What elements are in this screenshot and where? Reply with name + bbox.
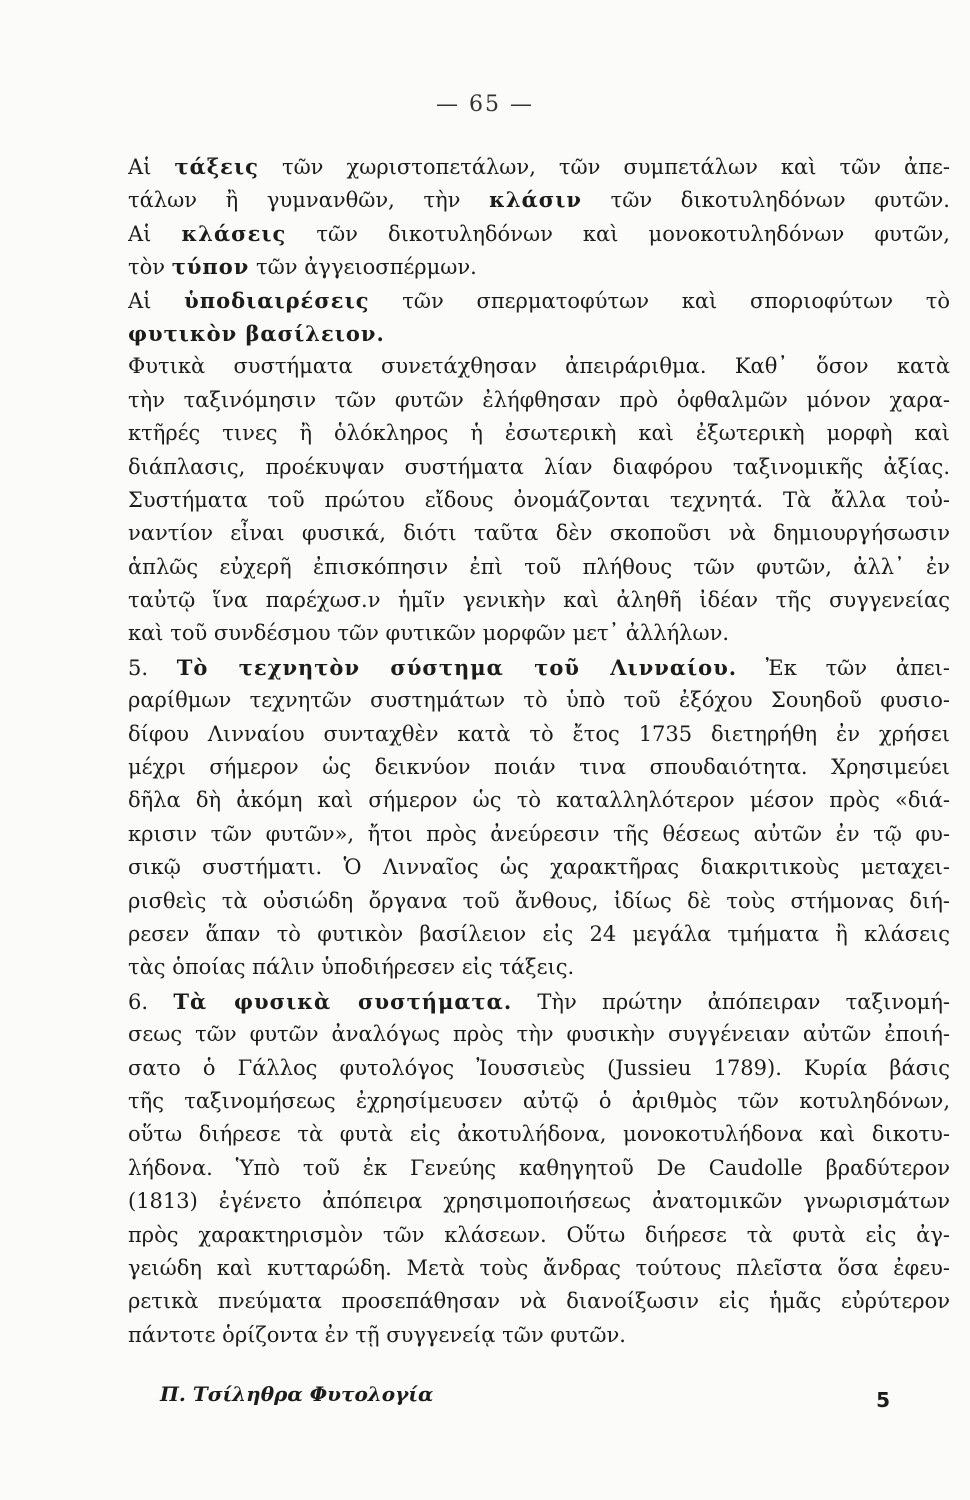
text-line xyxy=(128,818,950,851)
text-line xyxy=(128,384,950,417)
text-span: Αἱ xyxy=(128,221,182,246)
footer-book-title: Π. Τσίληθρα Φυτολογία xyxy=(160,1382,434,1406)
text-span: τῶν δικοτυληδόνων καὶ μονοκοτυληδόνων φυτῶν, xyxy=(286,221,950,246)
text-span: οὕτω διήρεσε τὰ φυτὰ εἰς ἀκοτυλήδονα, μονοκοτυλήδονα καὶ δικοτυ- xyxy=(128,1122,950,1147)
text-line xyxy=(128,217,950,250)
text-line xyxy=(128,1018,950,1051)
text-span: λήδονα. Ὑπὸ τοῦ ἐκ Γενεύης καθηγητοῦ De Caudolle βραδύτερον xyxy=(128,1155,950,1180)
text-span: ρεσεν ἅπαν τὸ φυτικὸν βασίλειον εἰς 24 μεγάλα τμήματα ἢ κλάσεις xyxy=(128,921,950,946)
text-span: ταὐτῷ ἵνα παρέχωσ.ν ἡμῖν γενικὴν καὶ ἀληθῆ ἰδέαν τῆς συγγενείας xyxy=(128,588,950,613)
text-line xyxy=(128,718,950,751)
text-line xyxy=(128,250,950,283)
page-footer xyxy=(160,1382,890,1422)
text-line xyxy=(128,1185,950,1218)
text-span: σεως τῶν φυτῶν ἀναλόγως πρὸς τὴν φυσικὴν συγγένειαν αὐτῶν ἐποιή- xyxy=(128,1022,950,1047)
bold-heading-span: ὑποδιαιρέσεις xyxy=(184,287,370,313)
text-span: καὶ τοῦ συνδέσμου τῶν φυτικῶν μορφῶν μετ᾿ ἀλλήλων. xyxy=(128,621,730,646)
text-line xyxy=(128,1052,950,1085)
page-number: — 65 — xyxy=(436,92,534,117)
text-span: πάντοτε ὁρίζοντα ἐν τῇ συγγενείᾳ τῶν φυτῶν. xyxy=(128,1322,626,1347)
bold-heading-span: τύπον xyxy=(171,254,250,280)
bold-heading-span: φυτικὸν βασίλειον. xyxy=(128,320,385,346)
text-span: Ἐκ τῶν ἀπει- xyxy=(737,655,950,680)
text-span: τῶν δικοτυληδόνων φυτῶν. xyxy=(581,188,950,213)
text-line xyxy=(128,784,950,817)
text-line xyxy=(128,1219,950,1252)
text-line xyxy=(128,284,950,317)
text-line xyxy=(128,951,950,984)
text-line xyxy=(128,1118,950,1151)
text-line xyxy=(128,617,950,650)
text-span: τῶν χωριστοπετάλων, τῶν συμπετάλων καὶ τῶν ἀπε- xyxy=(258,155,950,179)
text-span: 5. xyxy=(128,655,177,680)
text-line xyxy=(128,1152,950,1185)
text-span: τάλων ἢ γυμνανθῶν, τὴν xyxy=(128,188,490,213)
text-span: ρετικὰ πνεύματα προσεπάθησαν νὰ διανοίξωσιν εἰς ἡμᾶς εὐρύτερον xyxy=(128,1289,950,1314)
text-line xyxy=(128,1252,950,1285)
text-line xyxy=(128,517,950,550)
text-line xyxy=(128,985,950,1018)
text-line xyxy=(128,417,950,450)
text-span: ἁπλῶς εὐχερῆ ἐπισκόπησιν ἐπὶ τοῦ πλήθους τῶν φυτῶν, ἀλλ᾿ ἐν xyxy=(128,554,950,579)
bold-heading-span: κλάσεις xyxy=(181,220,287,246)
text-line xyxy=(128,751,950,784)
text-span: κτῆρές τινες ἢ ὁλόκληρος ἡ ἐσωτερικὴ καὶ ἐξωτερικὴ μορφὴ καὶ xyxy=(128,421,950,446)
text-span: τὰς ὁποίας πάλιν ὑποδιήρεσεν εἰς τάξεις. xyxy=(128,955,575,980)
text-line xyxy=(128,551,950,584)
text-span: Αἱ xyxy=(128,155,175,179)
text-span: Αἱ xyxy=(128,288,185,313)
text-span: διάπλασις, προέκυψαν συστήματα λίαν διαφόρου ταξινομικῆς ἀξίας. xyxy=(128,454,950,479)
text-line xyxy=(128,851,950,884)
text-span: 6. xyxy=(128,989,174,1014)
text-span: (1813) ἐγένετο ἀπόπειρα χρησιμοποιήσεως ἀνατομικῶν γνωρισμάτων xyxy=(128,1189,950,1214)
bold-heading-span: τάξεις xyxy=(174,154,259,179)
text-line xyxy=(128,484,950,517)
text-span: Συστήματα τοῦ πρώτου εἴδους ὀνομάζονται τεχνητά. Τὰ ἄλλα τοὐ- xyxy=(128,487,950,512)
text-span: τῶν σπερματοφύτων καὶ σποριοφύτων τὸ xyxy=(369,288,950,313)
text-span: Τὴν πρώτην ἀπόπειραν ταξινομή- xyxy=(512,989,950,1014)
bold-heading-span: Τὰ φυσικὰ συστήματα. xyxy=(173,988,513,1014)
text-span: ρισθεὶς τὰ οὐσιώδη ὄργανα τοῦ ἄνθους, ἰδίως δὲ τοὺς στήμονας διή- xyxy=(128,888,950,913)
text-span: σικῷ συστήματι. Ὁ Λινναῖος ὡς χαρακτῆρας διακριτικοὺς μεταχει- xyxy=(128,855,950,880)
text-span: Φυτικὰ συστήματα συνετάχθησαν ἀπειράριθμα. Καθ᾿ ὅσον κατὰ xyxy=(128,354,950,379)
text-line xyxy=(128,918,950,951)
text-line xyxy=(128,651,950,684)
text-line xyxy=(128,1085,950,1118)
text-line xyxy=(128,684,950,717)
text-line xyxy=(128,150,950,183)
text-line xyxy=(128,350,950,383)
text-line xyxy=(128,885,950,918)
text-span: τῶν ἀγγειοσπέρμων. xyxy=(249,255,477,280)
text-span: τῆς ταξινομήσεως ἐχρησίμευσεν αὐτῷ ὁ ἀριθμὸς τῶν κοτυληδόνων, xyxy=(128,1088,950,1113)
text-span: μέχρι σήμερον ὡς δεικνύον ποιάν τινα σπουδαιότητα. Χρησιμεύει xyxy=(128,755,950,780)
text-line xyxy=(128,584,950,617)
text-span: τὸν xyxy=(128,255,172,280)
text-span: πρὸς χαρακτηρισμὸν τῶν κλάσεων. Οὕτω διήρεσε τὰ φυτὰ εἰς ἀγ- xyxy=(128,1222,950,1247)
text-span: ναντίον εἶναι φυσικά, διότι ταῦτα δὲν σκοποῦσι νὰ δημιουργήσωσιν xyxy=(128,521,950,546)
text-line xyxy=(128,183,950,216)
bold-heading-span: Τὸ τεχνητὸν σύστημα τοῦ Λινναίου. xyxy=(176,654,738,680)
text-line xyxy=(128,1285,950,1318)
text-span: τὴν ταξινόμησιν τῶν φυτῶν ἐλήφθησαν πρὸ ὀφθαλμῶν μόνον χαρα- xyxy=(128,387,950,412)
text-span: δῆλα δὴ ἀκόμη καὶ σήμερον ὡς τὸ καταλληλότερον μέσον πρὸς «διά- xyxy=(128,788,950,813)
text-span: δίφου Λινναίου συνταχθὲν κατὰ τὸ ἔτος 1735 διετηρήθη ἐν χρήσει xyxy=(128,721,950,746)
bold-heading-span: κλάσιν xyxy=(489,187,582,213)
text-span: κρισιν τῶν φυτῶν», ἤτοι πρὸς ἀνεύρεσιν τῆς θέσεως αὐτῶν ἐν τῷ φυ- xyxy=(128,821,950,846)
text-line xyxy=(128,451,950,484)
text-line xyxy=(128,1319,950,1352)
body-text xyxy=(128,150,950,1352)
text-span: σατο ὁ Γάλλος φυτολόγος Ἰουσσιεὺς (Jussieu 1789). Κυρία βάσις xyxy=(128,1055,950,1080)
text-span: ραρίθμων τεχνητῶν συστημάτων τὸ ὑπὸ τοῦ ἐξόχου Σουηδοῦ φυσιο- xyxy=(128,688,950,713)
text-span: γειώδη καὶ κυτταρώδη. Μετὰ τοὺς ἄνδρας τούτους πλεῖστα ὅσα ἐφευ- xyxy=(128,1255,950,1280)
signature-number: 5 xyxy=(876,1388,890,1412)
text-line xyxy=(128,317,950,350)
